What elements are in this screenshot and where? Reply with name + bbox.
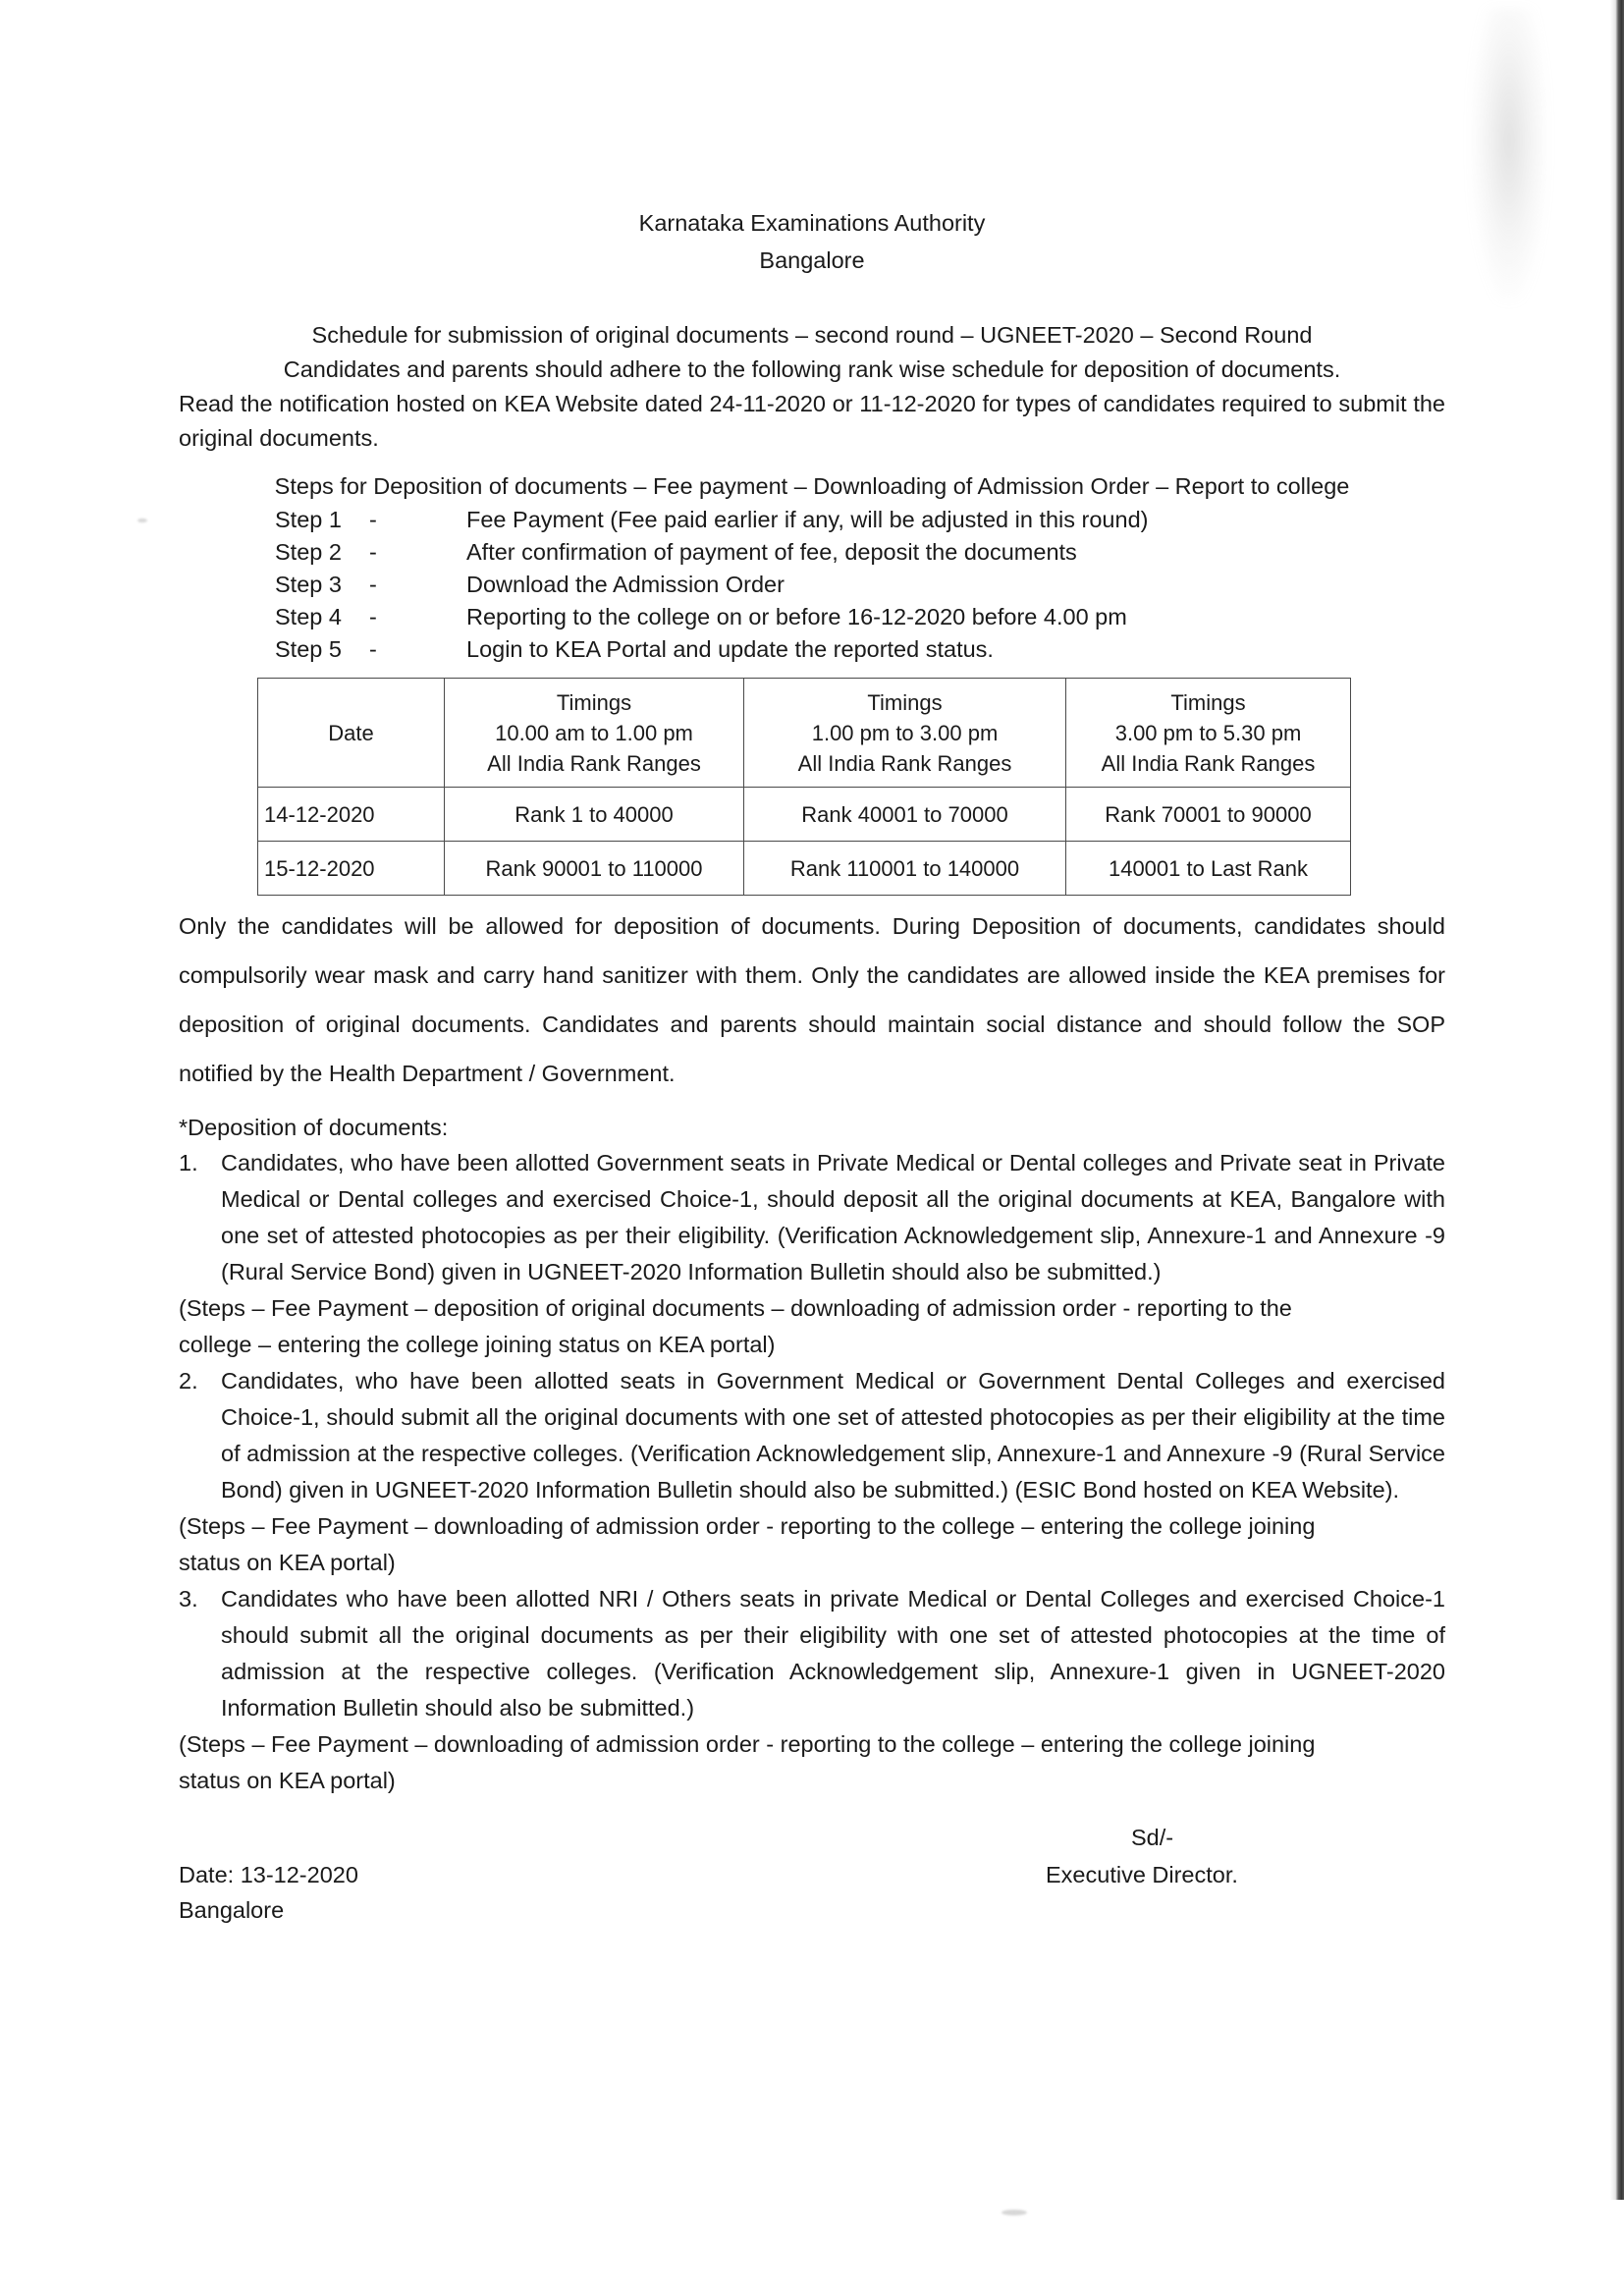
cell-slot1-rank: Rank 1 to 40000 [445, 788, 744, 842]
item-number: 1. [179, 1150, 198, 1175]
step-label: Step 2 [275, 539, 342, 565]
steps-note-1-line1: (Steps – Fee Payment – deposition of original documents – downloading of admission order - reporting to the [179, 1295, 1292, 1321]
notification-line: Read the notification hosted on KEA Website dated 24-11-2020 or 11-12-2020 for types of candidates required to submit the original documents. [179, 391, 1445, 451]
cell-date: 15-12-2020 [258, 842, 445, 896]
slot3-time-range: 3.00 pm to 5.30 pm [1114, 720, 1302, 745]
scan-speck-artifact [1001, 2210, 1027, 2215]
item-number: 2. [179, 1368, 198, 1394]
item-text: Candidates who have been allotted NRI / Others seats in private Medical or Dental Colleges and exercised Choice-1 should submit all the original documents as per their eligibility with one set of attested photocopies at the time of admission at the respective colleges. (Verification Acknowledgement slip, Annexure-1 given in UGNEET-2020 Information Bulletin should also be submitted.) [221, 1586, 1445, 1721]
covid-instructions-paragraph: Only the candidates will be allowed for deposition of documents. During Deposition of documents, candidates should compulsorily wear mask and carry hand sanitizer with them. Only the candidates are allowed inside the KEA premises for deposition of original documents. Candidates and parents should maintain social distance and should follow the SOP notified by the Health Department / Government. [179, 913, 1445, 1086]
step-label: Step 3 [275, 572, 342, 597]
schedule-title-line: Schedule for submission of original documents – second round – UGNEET-2020 – Second Round [311, 322, 1313, 348]
step-dash: - [369, 636, 377, 662]
deposition-item-3 [179, 1581, 1445, 1726]
cell-slot2-rank: Rank 40001 to 70000 [744, 788, 1066, 842]
steps-note-3-line1: (Steps – Fee Payment – downloading of admission order - reporting to the college – entering the college joining [179, 1731, 1316, 1757]
slot3-timings-label: Timings [1170, 689, 1246, 715]
step-label: Step 5 [275, 636, 342, 662]
step-row [0, 569, 1624, 601]
step-row [0, 536, 1624, 569]
deposition-item-2 [179, 1363, 1445, 1508]
cell-slot2-rank: Rank 110001 to 140000 [744, 842, 1066, 896]
step-description: After confirmation of payment of fee, deposit the documents [466, 539, 1077, 565]
step-description: Download the Admission Order [466, 572, 785, 597]
cell-slot3-rank: 140001 to Last Rank [1066, 842, 1351, 896]
steps-note-2-line1: (Steps – Fee Payment – downloading of admission order - reporting to the college – entering the college joining [179, 1513, 1316, 1539]
slot3-rank-label: All India Rank Ranges [1101, 750, 1316, 776]
slot1-timings-label: Timings [556, 689, 632, 715]
document-header [0, 204, 1624, 279]
steps-note-2-line2: status on KEA portal) [179, 1550, 396, 1575]
adherence-line: Candidates and parents should adhere to the following rank wise schedule for deposition of documents. [283, 356, 1341, 382]
slot2-rank-label: All India Rank Ranges [797, 750, 1012, 776]
item-number: 3. [179, 1586, 198, 1612]
signature-sd: Sd/- [1131, 1825, 1174, 1850]
cell-slot1-rank: Rank 90001 to 110000 [445, 842, 744, 896]
steps-heading: Steps for Deposition of documents – Fee payment – Downloading of Admission Order – Report to college [274, 473, 1350, 499]
slot1-time-range: 10.00 am to 1.00 pm [495, 720, 693, 745]
footer-date: Date: 13-12-2020 [179, 1862, 358, 1887]
item-text: Candidates, who have been allotted seats in Government Medical or Government Dental Colleges and exercised Choice-1, should submit all the original documents with one set of attested photocopies as per their eligibility at the time of admission at the respective colleges. (Verification Acknowledgement slip, Annexure-1 and Annexure -9 (Rural Service Bond) given in UGNEET-2020 Information Bulletin should also be submitted.) (ESIC Bond hosted on KEA Website). [221, 1368, 1445, 1503]
header-cell-slot2 [744, 679, 1066, 788]
deposition-item-1 [179, 1145, 1445, 1290]
step-dash: - [369, 539, 377, 565]
cell-slot3-rank: Rank 70001 to 90000 [1066, 788, 1351, 842]
step-dash: - [369, 572, 377, 597]
step-dash: - [369, 604, 377, 629]
step-row [0, 504, 1624, 536]
header-cell-slot1 [445, 679, 744, 788]
step-description: Reporting to the college on or before 16-12-2020 before 4.00 pm [466, 604, 1127, 629]
step-label: Step 4 [275, 604, 342, 629]
item-text: Candidates, who have been allotted Government seats in Private Medical or Dental colleges and Private seat in Private Medical or Dental colleges and exercised Choice-1, should deposit all the original documents at KEA, Bangalore with one set of attested photocopies as per their eligibility. (Verification Acknowledgement slip, Annexure-1 and Annexure -9 (Rural Service Bond) given in UGNEET-2020 Information Bulletin should also be submitted.) [221, 1150, 1445, 1285]
step-row [0, 633, 1624, 666]
slot2-timings-label: Timings [867, 689, 943, 715]
table-row [258, 788, 1351, 842]
steps-note-3-line2: status on KEA portal) [179, 1768, 396, 1793]
steps-list [0, 504, 1624, 666]
step-row [0, 601, 1624, 633]
header-cell-date: Date [258, 679, 445, 788]
signature-block [0, 1825, 1624, 1942]
step-description: Login to KEA Portal and update the reported status. [466, 636, 994, 662]
step-dash: - [369, 507, 377, 532]
deposition-heading: *Deposition of documents: [179, 1115, 449, 1140]
authority-city: Bangalore [759, 247, 865, 273]
header-cell-slot3 [1066, 679, 1351, 788]
slot1-rank-label: All India Rank Ranges [487, 750, 701, 776]
footer-place: Bangalore [179, 1897, 285, 1923]
table-row [258, 842, 1351, 896]
signature-designation: Executive Director. [1046, 1862, 1238, 1887]
table-header-row [258, 679, 1351, 788]
steps-note-1-line2: college – entering the college joining status on KEA portal) [179, 1332, 776, 1357]
cell-date: 14-12-2020 [258, 788, 445, 842]
step-description: Fee Payment (Fee paid earlier if any, will be adjusted in this round) [466, 507, 1149, 532]
slot2-time-range: 1.00 pm to 3.00 pm [811, 720, 999, 745]
authority-name: Karnataka Examinations Authority [638, 210, 986, 236]
schedule-table [257, 678, 1351, 896]
step-label: Step 1 [275, 507, 342, 532]
